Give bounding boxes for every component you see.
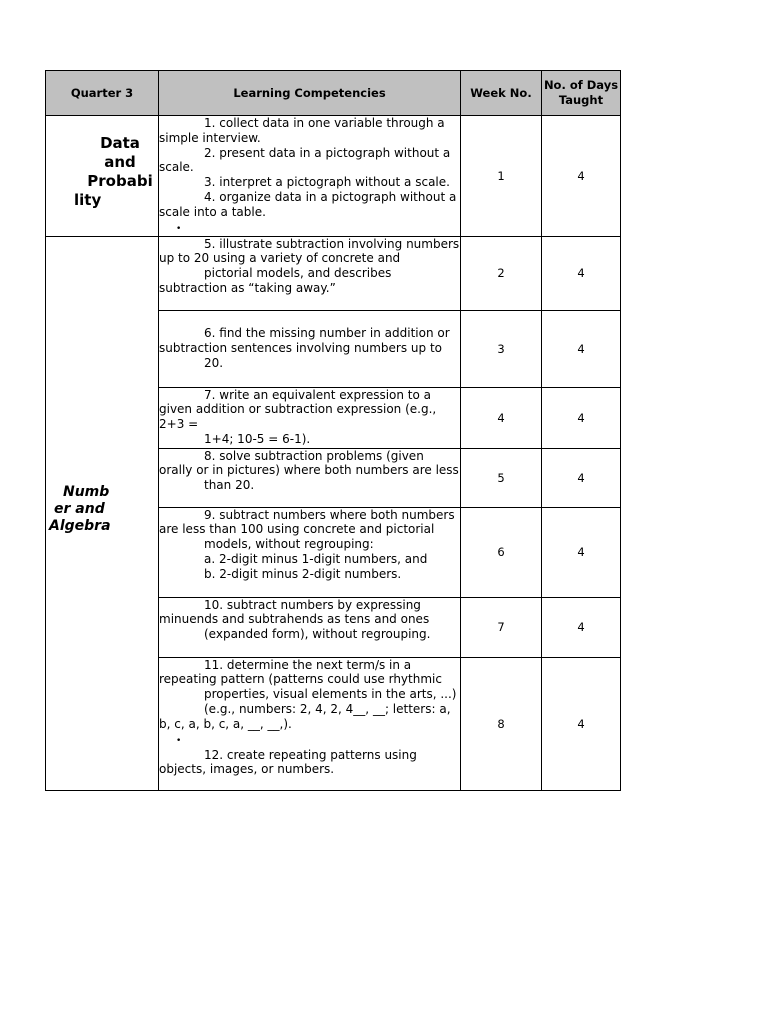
- competency-cell: [159, 657, 461, 790]
- competency-text: 1+4; 10-5 = 6-1).: [204, 431, 311, 446]
- competency-text: (expanded form), without regrouping.: [204, 627, 431, 642]
- days-cell: 4: [542, 236, 621, 310]
- header-row: [46, 71, 621, 116]
- competency-text: than 20.: [204, 478, 255, 493]
- competency-cell: [159, 236, 461, 310]
- week-cell: 5: [461, 448, 542, 507]
- competency-text: 1. collect data in one variable through a simple interview.: [159, 116, 445, 145]
- competency-text: properties, visual elements in the arts, ...): [204, 687, 457, 702]
- domain-text: Numb: [63, 483, 110, 500]
- competency-cell: [159, 387, 461, 448]
- competency-text: 12. create repeating patterns using objects, images, or numbers.: [159, 747, 417, 777]
- week-cell: 4: [461, 387, 542, 448]
- table-row: [46, 236, 621, 310]
- days-cell: 4: [542, 448, 621, 507]
- domain-text: Data: [100, 133, 140, 152]
- competency-text: 5. illustrate subtraction involving numbers up to 20 using a variety of concrete and: [159, 236, 460, 266]
- competency-text: 7. write an equivalent expression to a given addition or subtraction expression (e.g., 2+3 =: [159, 387, 437, 432]
- domain-text: Algebra: [49, 517, 111, 534]
- competency-text: 9. subtract numbers where both numbers are less than 100 using concrete and pictorial: [159, 507, 455, 537]
- header-week: Week No.: [461, 71, 542, 116]
- competency-text: (e.g., numbers: 2, 4, 2, 4__, __; letters: a, b, c, a, b, c, a, __, __,).: [159, 701, 451, 731]
- bullet: •: [176, 735, 182, 746]
- week-cell: 8: [461, 657, 542, 790]
- header-quarter: Quarter 3: [46, 71, 159, 116]
- competency-cell: [159, 448, 461, 507]
- competency-text: 20.: [204, 355, 224, 370]
- competency-text: models, without regrouping:: [204, 537, 374, 552]
- competency-text: 10. subtract numbers by expressing minuends and subtrahends as tens and ones: [159, 597, 430, 627]
- competency-text: 6. find the missing number in addition or subtraction sentences involving numbers up to: [159, 326, 450, 356]
- days-cell: 4: [542, 310, 621, 387]
- table-row: [46, 116, 621, 237]
- domain-data-probability: [46, 116, 159, 237]
- competency-text: 8. solve subtraction problems (given orally or in pictures) where both numbers are less: [159, 448, 459, 478]
- days-cell: 4: [542, 116, 621, 237]
- week-cell: 1: [461, 116, 542, 237]
- domain-number-algebra: [46, 236, 159, 790]
- header-competencies: Learning Competencies: [159, 71, 461, 116]
- domain-text: lity: [74, 190, 102, 209]
- days-cell: 4: [542, 387, 621, 448]
- competency-cell: [159, 116, 461, 237]
- week-cell: 3: [461, 310, 542, 387]
- week-cell: 6: [461, 507, 542, 597]
- domain-text: er and: [54, 500, 105, 517]
- days-cell: 4: [542, 597, 621, 657]
- days-cell: 4: [542, 657, 621, 790]
- competency-text: 11. determine the next term/s in a repeating pattern (patterns could use rhythmic: [159, 657, 442, 687]
- competency-text: a. 2-digit minus 1-digit numbers, and: [204, 551, 428, 566]
- domain-text: Probabi: [87, 171, 153, 190]
- days-cell: 4: [542, 507, 621, 597]
- competency-text: pictorial models, and describes subtraction as “taking away.”: [159, 266, 392, 295]
- competency-cell: [159, 507, 461, 597]
- curriculum-table: [45, 70, 621, 791]
- header-days: No. of Days Taught: [542, 71, 621, 116]
- competency-text: 2. present data in a pictograph without a scale.: [159, 145, 451, 175]
- competency-cell: [159, 597, 461, 657]
- week-cell: 7: [461, 597, 542, 657]
- competency-text: b. 2-digit minus 2-digit numbers.: [204, 566, 402, 581]
- bullet: •: [176, 223, 182, 234]
- domain-text: and: [104, 152, 136, 171]
- competency-cell: [159, 310, 461, 387]
- competency-text: 3. interpret a pictograph without a scale.: [204, 175, 450, 190]
- week-cell: 2: [461, 236, 542, 310]
- competency-text: 4. organize data in a pictograph without a scale into a table.: [159, 189, 457, 219]
